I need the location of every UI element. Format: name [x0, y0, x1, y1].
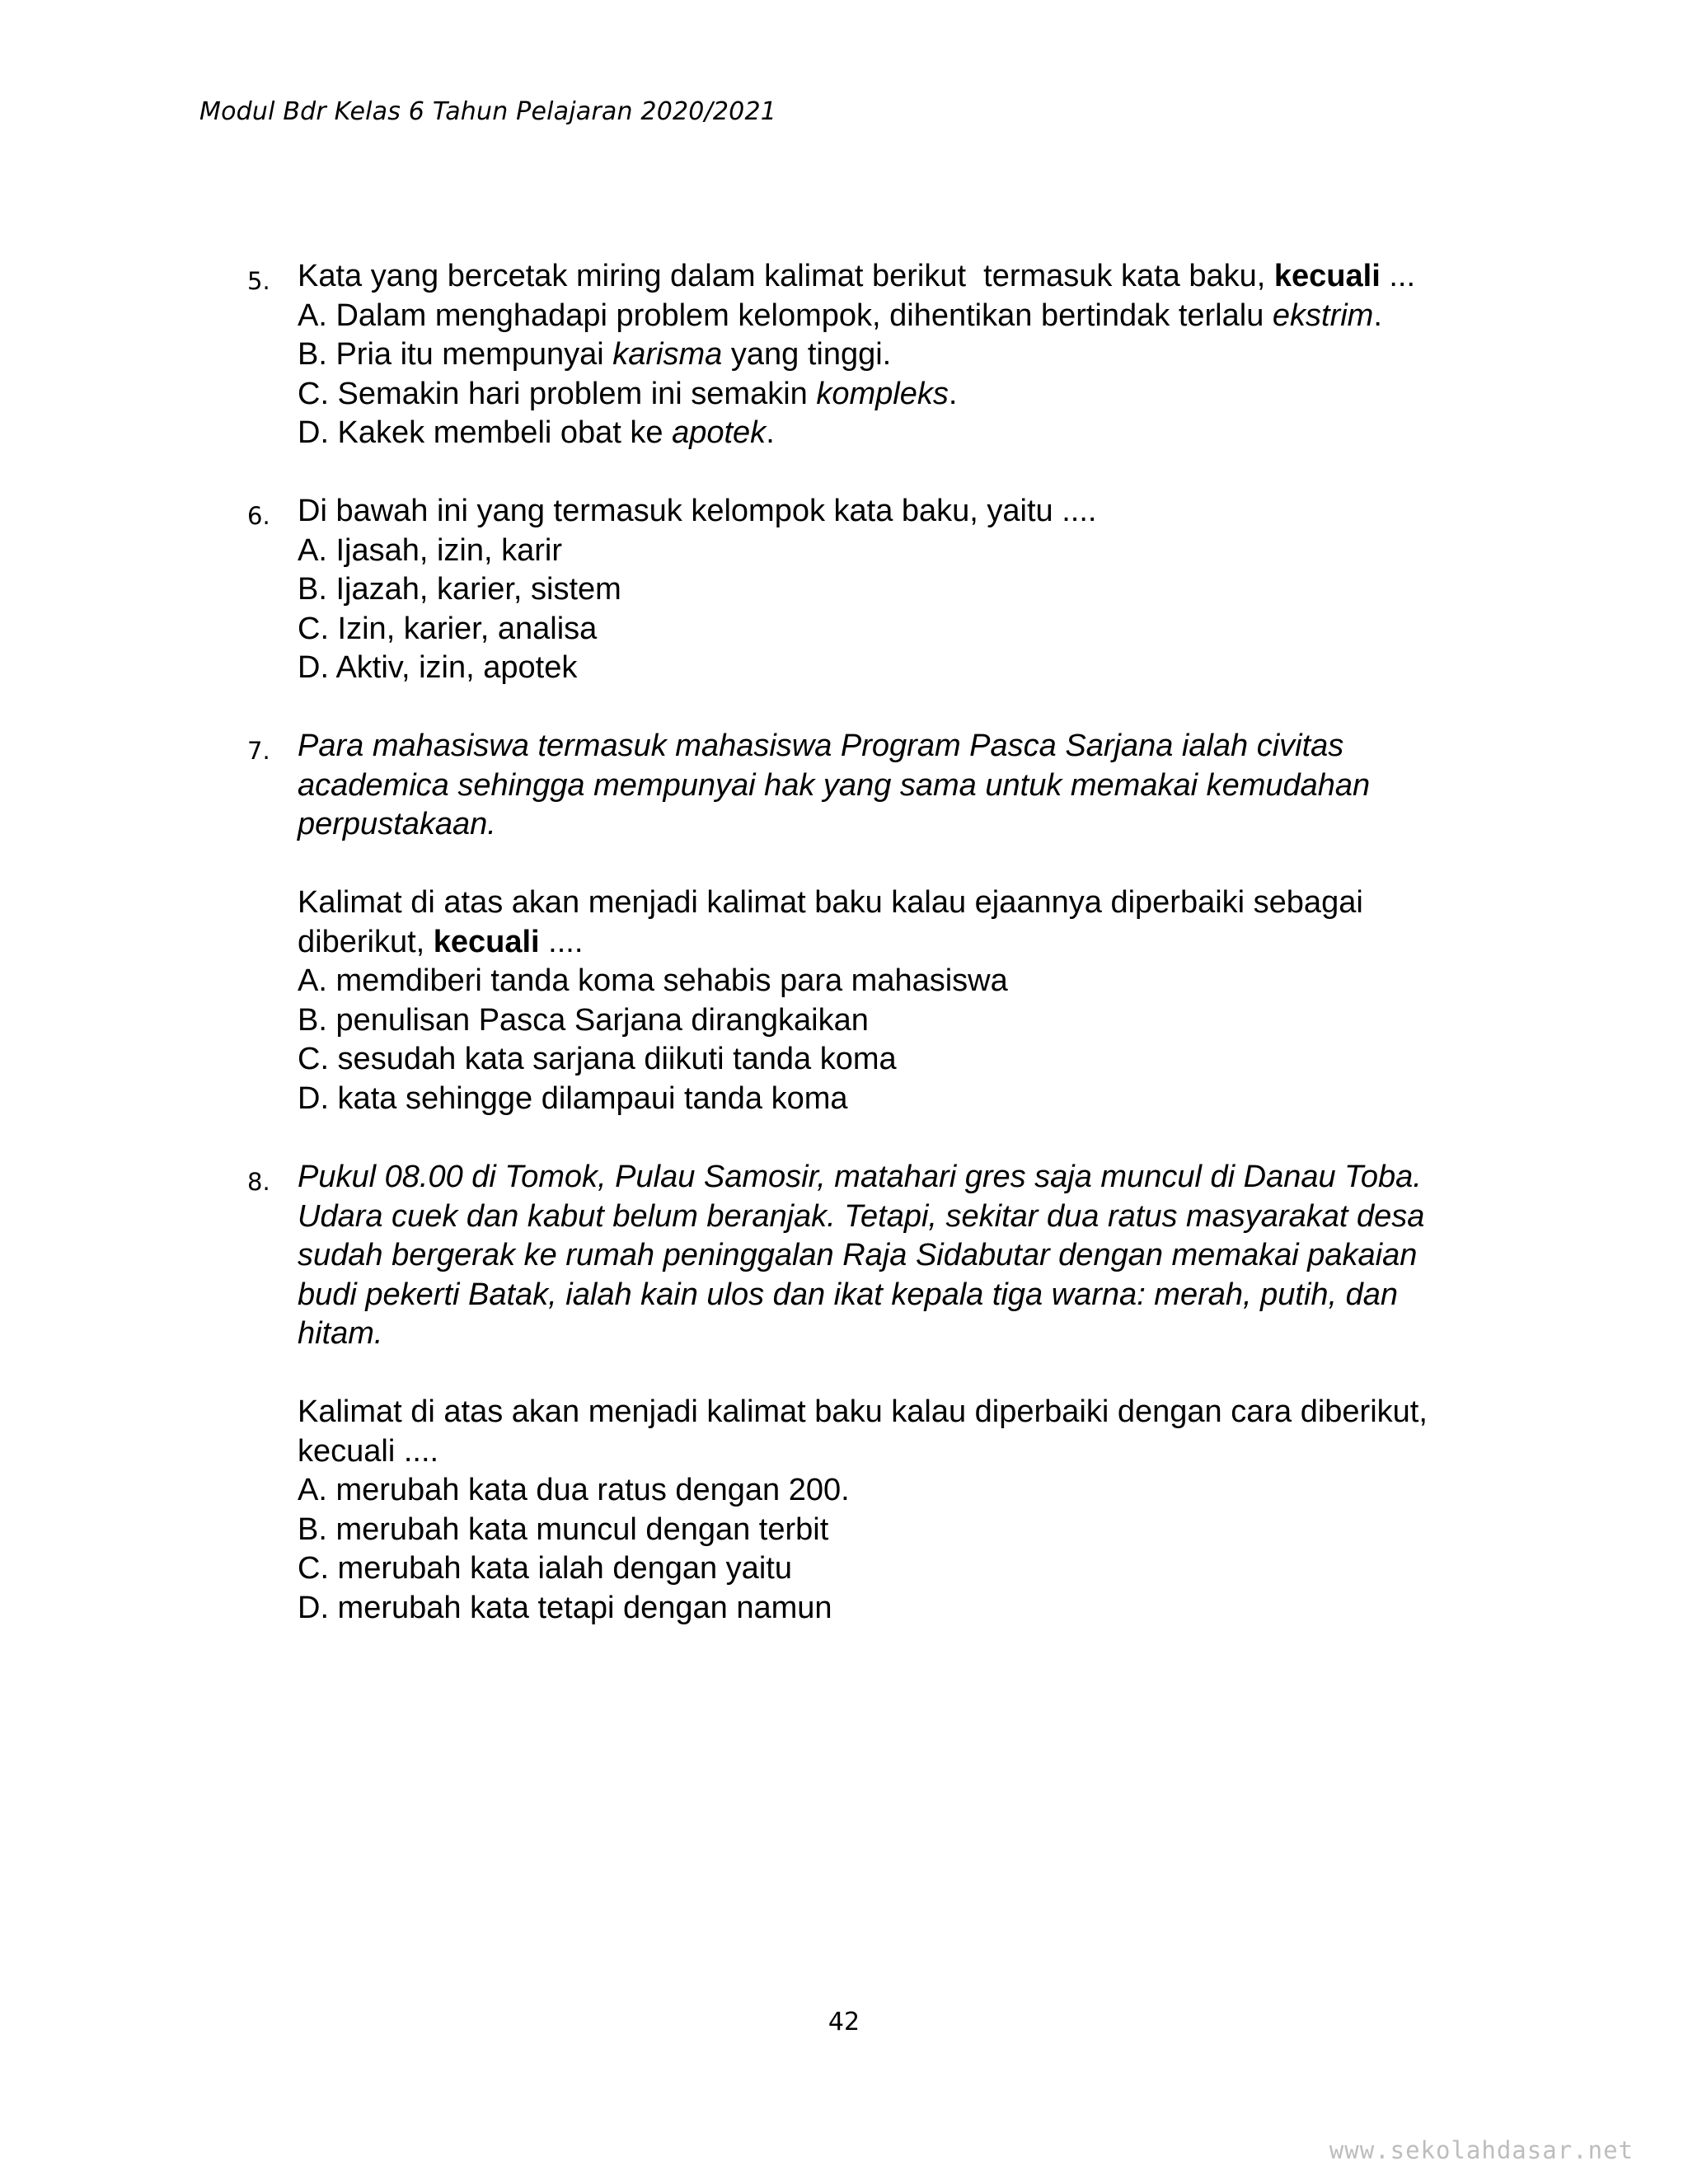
answer-option-a: A. merubah kata dua ratus dengan 200. [298, 1473, 850, 1507]
question-stem: Di bawah ini yang termasuk kelompok kata baku, yaitu .... [298, 494, 1097, 528]
passage-line: sudah bergerak ke rumah peninggalan Raja Sidabutar dengan memakai pakaian [298, 1238, 1418, 1272]
question-number: 7. [247, 737, 270, 765]
question-stem: Kalimat di atas akan menjadi kalimat baku kalau ejaannya diperbaiki sebagai [298, 885, 1363, 920]
question-stem-continued: diberikut, kecuali .... [298, 924, 584, 959]
question-stem: Kata yang bercetak miring dalam kalimat berikut termasuk kata baku, kecuali ... [298, 259, 1415, 293]
passage-line: hitam. [298, 1316, 383, 1351]
answer-option-c: C. merubah kata ialah dengan yaitu [298, 1551, 792, 1586]
answer-option-c: C. sesudah kata sarjana diikuti tanda koma [298, 1042, 897, 1076]
question-6 [247, 492, 1484, 688]
answer-option-b: B. merubah kata muncul dengan terbit [298, 1511, 829, 1547]
answer-option-d: D. merubah kata tetapi dengan namun [298, 1590, 832, 1625]
answer-option-a: A. Ijasah, izin, karir [298, 532, 562, 568]
answer-option-b: B. Ijazah, karier, sistem [298, 572, 621, 607]
question-5 [247, 257, 1484, 453]
passage-line: academica sehingga mempunyai hak yang sama untuk memakai kemudahan [298, 767, 1371, 803]
answer-option-d: D. Kakek membeli obat ke apotek. [298, 415, 775, 450]
passage-line: Pukul 08.00 di Tomok, Pulau Samosir, matahari gres saja muncul di Danau Toba. [298, 1160, 1422, 1194]
answer-option-d: D. Aktiv, izin, apotek [298, 650, 578, 685]
answer-option-a: A. memdiberi tanda koma sehabis para mahasiswa [298, 963, 1008, 998]
answer-option-b: B. penulisan Pasca Sarjana dirangkaikan [298, 1002, 869, 1038]
page-number: 42 [828, 2008, 860, 2036]
passage-line: Udara cuek dan kabut belum beranjak. Tetapi, sekitar dua ratus masyarakat desa [298, 1198, 1425, 1234]
answer-option-c: C. Semakin hari problem ini semakin kompleks. [298, 376, 958, 411]
question-passage [298, 727, 1484, 845]
question-number: 5. [247, 267, 270, 295]
running-header: Modul Bdr Kelas 6 Tahun Pelajaran 2020/2021 [199, 97, 777, 126]
question-number: 8. [247, 1168, 270, 1196]
question-number: 6. [247, 502, 270, 530]
question-8 [247, 1158, 1484, 1628]
answer-option-d: D. kata sehingge dilampaui tanda koma [298, 1080, 848, 1116]
passage-line: perpustakaan. [298, 807, 496, 841]
question-stem: Kalimat di atas akan menjadi kalimat baku kalau diperbaiki dengan cara diberikut, [298, 1394, 1428, 1429]
question-7 [247, 727, 1484, 1118]
question-stem-continued: kecuali .... [298, 1433, 439, 1469]
passage-line: Para mahasiswa termasuk mahasiswa Program Pasca Sarjana ialah civitas [298, 729, 1344, 763]
passage-line: budi pekerti Batak, ialah kain ulos dan ikat kepala tiga warna: merah, putih, dan [298, 1277, 1399, 1312]
answer-option-b: B. Pria itu mempunyai karisma yang tinggi. [298, 337, 892, 372]
watermark: www.sekolahdasar.net [1329, 2136, 1634, 2164]
answer-option-c: C. Izin, karier, analisa [298, 611, 598, 646]
answer-option-a: A. Dalam menghadapi problem kelompok, dihentikan bertindak terlalu ekstrim. [298, 298, 1382, 333]
question-passage [298, 1158, 1484, 1354]
